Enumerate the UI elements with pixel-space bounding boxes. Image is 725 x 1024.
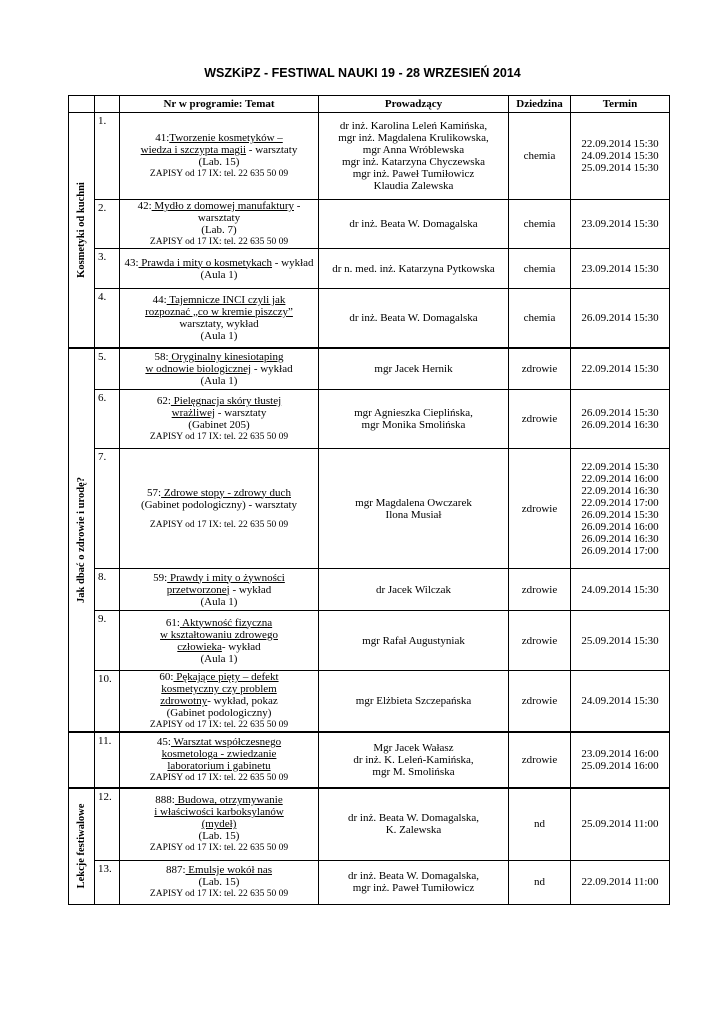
presenter-cell — [319, 671, 509, 733]
program-code: 61 — [165, 616, 177, 629]
presenter-name: mgr Magdalena Owczarek — [355, 496, 472, 509]
presenter-name: mgr Rafał Augustyniak — [362, 634, 465, 647]
topic-title-line: zdrowotny — [160, 695, 208, 707]
section-label: Jak dbać o zdrowie i urodę? — [75, 476, 87, 603]
presenter-name: dr inż. K. Leleń-Kamińska, — [353, 754, 474, 766]
topic-format: - wykład, pokaz — [207, 695, 278, 707]
field-cell: zdrowie — [509, 569, 571, 611]
presenter-cell — [319, 611, 509, 671]
program-code: 58 — [154, 350, 166, 363]
topic-format: - wykład — [272, 256, 314, 269]
topic-cell: 57: Zdrowe stopy - zdrowy duch (Gabinet podologiczny) - warsztaty ZAPISY od 17 IX: tel. 22 635 50 09 — [120, 449, 319, 569]
presenter-cell — [319, 200, 509, 249]
topic-cell: 888: Budowa, otrzymywanie i właściwości karboksylanów (mydeł) (Lab. 15) ZAPISY od 17 IX: tel. 22 635 50 09 — [120, 788, 319, 860]
presenter-name: mgr Anna Wróblewska — [362, 144, 465, 156]
topic-cell: 60: Pękające pięty – defekt kosmetyczny czy problem zdrowotny- wykład, pokaz (Gabinet podologiczny) ZAPISY od 17 IX: tel. 22 635 50 09 — [120, 671, 319, 733]
topic-title-line: Zdrowe stopy - zdrowy duch — [161, 486, 291, 499]
presenter-name: dr inż. Beata W. Domagalska, — [347, 870, 480, 882]
term-date: 22.09.2014 15:30 — [581, 460, 659, 473]
topic-location: (Lab. 7) — [201, 224, 237, 236]
presenter-name: dr inż. Karolina Leleń Kamińska, — [339, 120, 488, 132]
term-date: 25.09.2014 15:30 — [581, 162, 659, 174]
topic-cell: 43: Prawda i mity o kosmetykach - wykład (Aula 1) — [120, 249, 319, 289]
row-number: 9. — [95, 611, 120, 671]
presenter-name: Klaudia Zalewska — [373, 180, 454, 192]
field-cell: zdrowie — [509, 732, 571, 788]
topic-cell: 887: Emulsje wokół nas (Lab. 15) ZAPISY od 17 IX: tel. 22 635 50 09 — [120, 860, 319, 904]
term-date: 24.09.2014 15:30 — [581, 583, 659, 596]
topic-location: (Aula 1) — [200, 374, 238, 387]
topic-format: - wykład — [229, 583, 272, 596]
table-row — [69, 249, 670, 289]
presenter-name: mgr inż. Paweł Tumiłowicz — [352, 882, 475, 894]
program-code: 888 — [155, 794, 172, 807]
header-number — [95, 96, 120, 113]
program-code: 42 — [137, 200, 149, 212]
term-cell — [571, 200, 670, 249]
topic-title-line: i właściwości karboksylanów — [154, 806, 284, 819]
field-cell: nd — [509, 860, 571, 904]
topic-cell: 61: Aktywność fizyczna w kształtowaniu zdrowego człowieka- wykład (Aula 1) — [120, 611, 319, 671]
program-code: 43 — [124, 256, 136, 269]
topic-format: - wykład — [221, 640, 261, 653]
presenter-name: mgr Jacek Hernik — [374, 362, 453, 375]
term-cell — [571, 249, 670, 289]
header-section — [69, 96, 95, 113]
topic-title-line: Budowa, otrzymywanie — [174, 794, 283, 807]
table-row — [69, 113, 670, 200]
topic-location: warsztaty, wykład — [179, 317, 259, 330]
term-date: 25.09.2014 16:00 — [581, 760, 659, 772]
presenter-cell — [319, 289, 509, 348]
topic-cell: 62: Pielęgnacja skóry tłustej wrażliwej - warsztaty (Gabinet 205) ZAPISY od 17 IX: tel. 22 635 50 09 — [120, 390, 319, 449]
row-number: 3. — [95, 249, 120, 289]
presenter-name: dr n. med. inż. Katarzyna Pytkowska — [332, 262, 495, 275]
row-number: 13. — [95, 860, 120, 904]
term-cell — [571, 113, 670, 200]
topic-location: (Gabinet podologiczny) - warsztaty — [140, 498, 298, 511]
presenter-name: mgr Agnieszka Cieplińska, — [354, 407, 473, 419]
program-table — [68, 95, 670, 905]
field-cell: zdrowie — [509, 611, 571, 671]
term-cell — [571, 788, 670, 860]
row-number: 2. — [95, 200, 120, 249]
header-term: Termin — [571, 96, 670, 113]
term-date: 26.09.2014 16:30 — [581, 532, 659, 545]
term-date: 22.09.2014 17:00 — [581, 496, 659, 509]
topic-location: (Gabinet podologiczny) — [166, 707, 272, 719]
term-date: 22.09.2014 16:00 — [581, 472, 659, 485]
term-cell — [571, 732, 670, 788]
term-date: 26.09.2014 15:30 — [581, 311, 659, 324]
presenter-cell — [319, 249, 509, 289]
topic-title-line: w kształtowaniu zdrowego — [160, 628, 278, 641]
field-cell: nd — [509, 788, 571, 860]
term-date: 22.09.2014 11:00 — [581, 876, 659, 888]
program-code: 62 — [156, 395, 168, 407]
registration-info: ZAPISY od 17 IX: tel. 22 635 50 09 — [149, 432, 289, 442]
presenter-name: Ilona Musiał — [385, 508, 442, 521]
term-cell — [571, 860, 670, 904]
term-date: 25.09.2014 15:30 — [581, 634, 659, 647]
topic-location: (Aula 1) — [200, 595, 238, 608]
topic-title-line: Tworzenie kosmetyków – — [169, 132, 283, 144]
topic-cell: 42: Mydło z domowej manufaktury - warsztaty (Lab. 7) ZAPISY od 17 IX: tel. 22 635 50 09 — [120, 200, 319, 249]
field-cell: chemia — [509, 249, 571, 289]
table-row — [69, 788, 670, 860]
topic-location: (Aula 1) — [200, 652, 238, 665]
presenter-cell — [319, 449, 509, 569]
topic-format: - warsztaty — [197, 200, 301, 224]
topic-title-line: wiedza i szczypta magii — [140, 144, 247, 156]
term-date: 24.09.2014 15:30 — [581, 150, 659, 162]
presenter-name: dr Jacek Wilczak — [375, 583, 452, 596]
term-cell — [571, 671, 670, 733]
presenter-name: dr inż. Beata W. Domagalska, — [347, 812, 480, 825]
term-date: 24.09.2014 15:30 — [581, 695, 659, 707]
header-field: Dziedzina — [509, 96, 571, 113]
row-number: 8. — [95, 569, 120, 611]
term-cell — [571, 449, 670, 569]
topic-title-line: Pękające pięty – defekt — [173, 671, 279, 683]
term-date: 26.09.2014 15:30 — [581, 407, 659, 419]
term-cell — [571, 390, 670, 449]
topic-title-line: Prawda i mity o kosmetykach — [138, 256, 273, 269]
topic-location: (Aula 1) — [200, 268, 238, 281]
program-code: 41 — [155, 132, 167, 144]
topic-cell: 58: Oryginalny kinesiotaping w odnowie biologicznej - wykład (Aula 1) — [120, 348, 319, 390]
topic-title-line: kosmetyczny czy problem — [161, 683, 277, 695]
table-row — [69, 732, 670, 788]
term-cell — [571, 569, 670, 611]
program-code: 44 — [152, 293, 164, 306]
registration-info: ZAPISY od 17 IX: tel. 22 635 50 09 — [149, 889, 289, 899]
topic-title-line: Tajemnicze INCI czyli jak — [166, 293, 286, 306]
topic-cell: 41:Tworzenie kosmetyków – wiedza i szczypta magii - warsztaty (Lab. 15) ZAPISY od 17 IX: tel. 22 635 50 09 — [120, 113, 319, 200]
topic-title-line: Warsztat współczesnego — [170, 736, 282, 748]
term-date: 23.09.2014 15:30 — [581, 262, 659, 275]
registration-info: ZAPISY od 17 IX: tel. 22 635 50 09 — [149, 237, 289, 247]
field-cell: chemia — [509, 113, 571, 200]
row-number: 6. — [95, 390, 120, 449]
topic-title-line: wrażliwej — [171, 407, 216, 419]
section-cell — [69, 348, 95, 733]
term-date: 26.09.2014 15:30 — [581, 508, 659, 521]
term-date: 26.09.2014 16:30 — [581, 419, 659, 431]
topic-cell: 44: Tajemnicze INCI czyli jak rozpoznać „co w kremie piszczy” warsztaty, wykład (Aula 1) — [120, 289, 319, 348]
header-topic: Nr w programie: Temat — [120, 96, 319, 113]
term-cell — [571, 611, 670, 671]
presenter-name: mgr Monika Smolińska — [361, 419, 466, 431]
registration-info: ZAPISY od 17 IX: tel. 22 635 50 09 — [149, 720, 289, 730]
table-row — [69, 860, 670, 904]
presenter-name: mgr inż. Magdalena Krulikowska, — [338, 132, 489, 144]
topic-location: (Gabinet 205) — [188, 419, 250, 431]
presenter-cell — [319, 348, 509, 390]
field-cell: zdrowie — [509, 348, 571, 390]
table-body — [69, 113, 670, 905]
field-cell: zdrowie — [509, 671, 571, 733]
presenter-cell — [319, 113, 509, 200]
topic-title-line: laboratorium i gabinetu — [167, 760, 271, 772]
topic-location: (Aula 1) — [200, 329, 238, 342]
presenter-name: dr inż. Beata W. Domagalska — [349, 218, 478, 230]
topic-title-line: (mydeł) — [201, 818, 237, 831]
header-row — [69, 96, 670, 113]
field-cell: chemia — [509, 200, 571, 249]
section-cell — [69, 788, 95, 904]
presenter-name: mgr M. Smolińska — [372, 766, 455, 778]
registration-info: ZAPISY od 17 IX: tel. 22 635 50 09 — [149, 519, 289, 530]
term-date: 23.09.2014 16:00 — [581, 748, 659, 760]
presenter-name: Mgr Jacek Wałasz — [373, 742, 454, 754]
topic-format: - warsztaty — [246, 144, 298, 156]
row-number: 10. — [95, 671, 120, 733]
term-date: 26.09.2014 16:00 — [581, 520, 659, 533]
program-code: 57 — [147, 486, 159, 499]
program-code: 59 — [153, 571, 165, 584]
table-row — [69, 200, 670, 249]
presenter-cell — [319, 860, 509, 904]
row-number: 1. — [95, 113, 120, 200]
table-row — [69, 569, 670, 611]
section-label: Kosmetyki od kuchni — [75, 181, 87, 278]
topic-location: (Lab. 15) — [198, 830, 240, 843]
presenter-cell — [319, 788, 509, 860]
topic-title-line: kosmetologa - zwiedzanie — [161, 748, 277, 760]
table-row — [69, 671, 670, 733]
program-code: 887 — [165, 864, 183, 876]
term-date: 22.09.2014 15:30 — [581, 138, 659, 150]
presenter-cell — [319, 732, 509, 788]
term-cell — [571, 348, 670, 390]
field-cell: chemia — [509, 289, 571, 348]
topic-title-line: Oryginalny kinesiotaping — [168, 350, 284, 363]
presenter-name: mgr inż. Katarzyna Chyczewska — [342, 156, 485, 168]
term-date: 22.09.2014 15:30 — [581, 362, 659, 375]
topic-title-line: Prawdy i mity o żywności — [167, 571, 285, 584]
row-number: 4. — [95, 289, 120, 348]
field-cell: zdrowie — [509, 390, 571, 449]
table-row — [69, 611, 670, 671]
row-number: 12. — [95, 788, 120, 860]
topic-cell: 59: Prawdy i mity o żywności przetworzonej - wykład (Aula 1) — [120, 569, 319, 611]
presenter-cell — [319, 569, 509, 611]
term-date: 23.09.2014 15:30 — [581, 218, 659, 230]
table-row — [69, 449, 670, 569]
presenter-name: mgr inż. Paweł Tumiłowicz — [352, 168, 475, 180]
topic-title-line: Aktywność fizyczna — [179, 616, 273, 629]
topic-format: - warsztaty — [215, 407, 267, 419]
term-date: 25.09.2014 11:00 — [581, 818, 659, 831]
program-code: 45 — [156, 736, 168, 748]
table-row — [69, 348, 670, 390]
topic-title-line: Emulsje wokół nas — [185, 864, 273, 876]
registration-info: ZAPISY od 17 IX: tel. 22 635 50 09 — [149, 773, 289, 783]
term-date: 26.09.2014 17:00 — [581, 544, 659, 557]
table-row — [69, 289, 670, 348]
field-cell: zdrowie — [509, 449, 571, 569]
presenter-cell — [319, 390, 509, 449]
topic-title-line: w odnowie biologicznej — [145, 362, 252, 375]
presenter-name: dr inż. Beata W. Domagalska — [349, 311, 478, 324]
topic-location: (Lab. 15) — [198, 876, 240, 888]
topic-title-line: Mydło z domowej manufaktury — [151, 200, 294, 212]
presenter-name: K. Zalewska — [385, 824, 442, 837]
topic-cell: 45: Warsztat współczesnego kosmetologa - zwiedzanie laboratorium i gabinetu ZAPISY od 17 IX: tel. 22 635 50 09 — [120, 732, 319, 788]
registration-info: ZAPISY od 17 IX: tel. 22 635 50 09 — [149, 843, 289, 854]
topic-title-line: Pielęgnacja skóry tłustej — [170, 395, 282, 407]
registration-info: ZAPISY od 17 IX: tel. 22 635 50 09 — [149, 169, 289, 179]
table-row — [69, 390, 670, 449]
section-label: Lekcje festiwalowe — [75, 803, 87, 889]
row-number: 11. — [95, 732, 120, 788]
header-presenter: Prowadzący — [319, 96, 509, 113]
program-code: 60 — [159, 671, 171, 683]
row-number: 7. — [95, 449, 120, 569]
topic-title-line: człowieka — [177, 640, 222, 653]
topic-title-line: rozpoznać „co w kremie piszczy” — [145, 305, 293, 318]
topic-format: - wykład — [251, 362, 293, 375]
topic-title-line: przetworzonej — [166, 583, 230, 596]
term-date: 22.09.2014 16:30 — [581, 484, 659, 497]
row-number: 5. — [95, 348, 120, 390]
section-cell — [69, 732, 95, 788]
term-cell — [571, 289, 670, 348]
document-title: WSZKiPZ - FESTIWAL NAUKI 19 - 28 WRZESIEŃ 2014 — [204, 66, 521, 80]
topic-location: (Lab. 15) — [198, 156, 240, 168]
section-cell — [69, 113, 95, 348]
presenter-name: mgr Elżbieta Szczepańska — [355, 695, 472, 707]
